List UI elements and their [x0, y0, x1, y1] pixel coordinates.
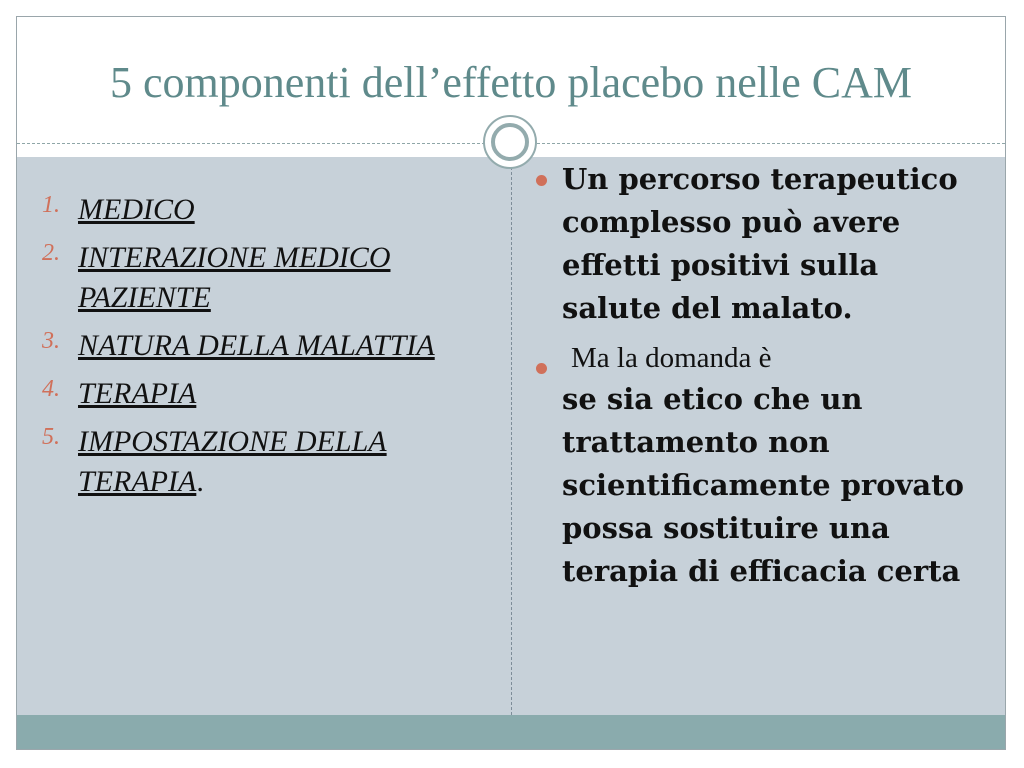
list-item [24, 422, 484, 502]
bullet-text: Un percorso terapeutico complesso può avere effetti positivi sulla salute del malato. [562, 162, 958, 325]
list-item [24, 374, 484, 414]
list-number: 1. [42, 192, 60, 218]
components-list [24, 190, 484, 510]
list-number: 4. [42, 376, 60, 402]
list-item-suffix: . [196, 465, 204, 498]
list-number: 5. [42, 424, 60, 450]
bullet-dot-icon [536, 175, 547, 186]
column-divider [511, 157, 512, 715]
bullet-bold-text: se sia etico che un trattamento non scientificamente provato possa sostituire una terapia di efficacia certa [562, 382, 964, 588]
list-item [24, 326, 484, 366]
list-number: 3. [42, 328, 60, 354]
list-item-text: TERAPIA [78, 377, 197, 410]
list-item [24, 190, 484, 230]
list-number: 2. [42, 240, 60, 266]
notes-list [536, 158, 986, 593]
list-item [24, 238, 484, 318]
list-item-text: INTERAZIONE MEDICO PAZIENTE [78, 241, 391, 314]
footer-bar [17, 715, 1005, 749]
list-item-text: NATURA DELLA MALATTIA [78, 329, 435, 362]
list-item-text: IMPOSTAZIONE DELLA TERAPIA [78, 425, 387, 498]
bullet-item [536, 338, 986, 593]
circle-ornament-icon [483, 115, 537, 169]
bullet-lead-text: Ma la domanda è [571, 342, 772, 374]
bullet-item [536, 158, 986, 330]
slide-title: 5 componenti dell’effetto placebo nelle CAM [110, 58, 912, 107]
bullet-dot-icon [536, 363, 547, 374]
list-item-text: MEDICO [78, 193, 195, 226]
